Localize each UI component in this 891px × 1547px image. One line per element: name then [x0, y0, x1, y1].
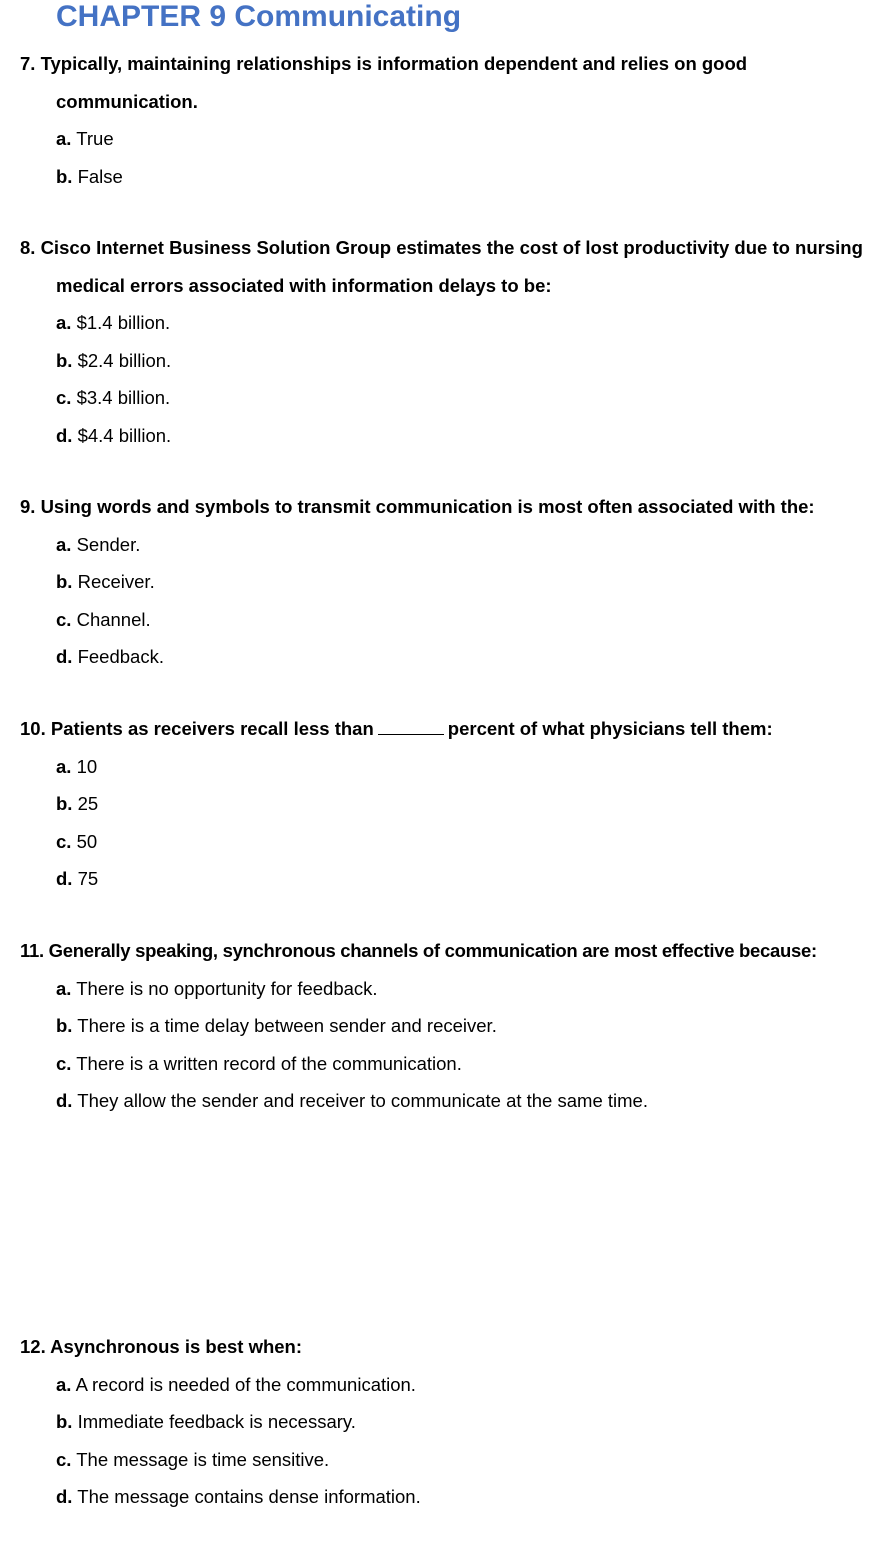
option-letter: c. [56, 608, 72, 630]
option-item[interactable] [56, 748, 886, 786]
option-item[interactable] [56, 526, 886, 564]
option-item[interactable] [56, 304, 886, 342]
option-letter: d. [56, 1486, 73, 1507]
option-list [20, 304, 886, 454]
option-letter: a. [56, 128, 72, 149]
option-text: The message is time sensitive. [76, 1448, 330, 1470]
option-item[interactable] [56, 1441, 886, 1479]
option-letter: b. [56, 1411, 73, 1432]
option-item[interactable] [56, 860, 886, 898]
option-text: 50 [76, 830, 98, 852]
option-letter: d. [56, 1090, 73, 1111]
option-letter: a. [56, 977, 72, 999]
option-text: They allow the sender and receiver to communicate at the same time. [77, 1090, 648, 1111]
option-letter: b. [56, 349, 73, 371]
option-letter: b. [56, 165, 73, 187]
option-letter: c. [56, 1448, 72, 1470]
option-text: There is a time delay between sender and receiver. [77, 1015, 497, 1036]
option-item[interactable] [56, 638, 886, 676]
chapter-title: CHAPTER 9 Communicating [56, 0, 462, 33]
option-text: False [77, 165, 123, 187]
option-letter: a. [56, 533, 72, 555]
question-stem: 11. Generally speaking, synchronous channels of communication are most effective because: [20, 940, 817, 961]
option-item[interactable] [56, 785, 886, 823]
option-text: 10 [76, 755, 98, 777]
option-text: $1.4 billion. [76, 312, 171, 333]
option-letter: c. [56, 387, 72, 408]
option-letter: a. [56, 755, 72, 777]
option-text: There is no opportunity for feedback. [76, 977, 378, 999]
option-text: True [76, 128, 114, 149]
option-list [20, 526, 886, 676]
option-text: The message contains dense information. [77, 1486, 421, 1507]
question-12 [20, 1328, 886, 1516]
option-letter: b. [56, 1015, 73, 1036]
option-letter: a. [56, 1373, 72, 1395]
option-item[interactable] [56, 1478, 886, 1516]
option-letter: a. [56, 312, 72, 333]
option-letter: c. [56, 830, 72, 852]
question-stem: 7. Typically, maintaining relationships is information dependent and relies on good communication. [20, 53, 748, 112]
answer-blank [378, 720, 444, 735]
question-stem-start: 10. Patients as receivers recall less than [20, 718, 374, 739]
option-list [20, 970, 886, 1120]
option-item[interactable] [56, 1403, 886, 1441]
option-letter: c. [56, 1052, 72, 1074]
option-item[interactable] [56, 120, 886, 158]
option-letter: d. [56, 868, 73, 889]
option-item[interactable] [56, 1007, 886, 1045]
option-text: There is a written record of the communication. [76, 1052, 462, 1074]
option-text: Feedback. [77, 646, 164, 667]
question-8 [20, 229, 886, 454]
option-list [20, 1366, 886, 1516]
option-text: Immediate feedback is necessary. [77, 1411, 356, 1432]
option-item[interactable] [56, 342, 886, 380]
option-letter: b. [56, 793, 73, 814]
option-letter: b. [56, 571, 73, 592]
option-item[interactable] [56, 601, 886, 639]
option-item[interactable] [56, 1045, 886, 1083]
option-text: Channel. [76, 608, 151, 630]
option-list [20, 120, 886, 195]
option-item[interactable] [56, 823, 886, 861]
option-item[interactable] [56, 417, 886, 455]
option-item[interactable] [56, 158, 886, 196]
option-letter: d. [56, 646, 73, 667]
option-text: A record is needed of the communication. [75, 1373, 416, 1395]
option-item[interactable] [56, 1082, 886, 1120]
question-stem-end: percent of what physicians tell them: [447, 718, 773, 739]
option-item[interactable] [56, 379, 886, 417]
question-stem: 12. Asynchronous is best when: [20, 1336, 303, 1357]
option-item[interactable] [56, 970, 886, 1008]
question-stem: 9. Using words and symbols to transmit communication is most often associated with the: [20, 496, 815, 517]
option-text: Receiver. [77, 571, 155, 592]
option-text: Sender. [76, 533, 141, 555]
question-10 [20, 710, 886, 898]
option-letter: d. [56, 424, 73, 446]
option-text: $3.4 billion. [76, 387, 171, 408]
option-text: $2.4 billion. [77, 349, 172, 371]
question-9 [20, 488, 886, 676]
question-11 [20, 932, 886, 1120]
question-stem [20, 710, 886, 748]
option-item[interactable] [56, 1366, 886, 1404]
question-7 [20, 45, 886, 195]
option-text: 25 [77, 793, 99, 814]
option-text: 75 [77, 868, 99, 889]
question-stem: 8. Cisco Internet Business Solution Group estimates the cost of lost productivity due to nursing medical errors associated with information delays to be: [20, 237, 863, 296]
option-item[interactable] [56, 563, 886, 601]
option-text: $4.4 billion. [77, 424, 172, 446]
option-list [20, 748, 886, 898]
